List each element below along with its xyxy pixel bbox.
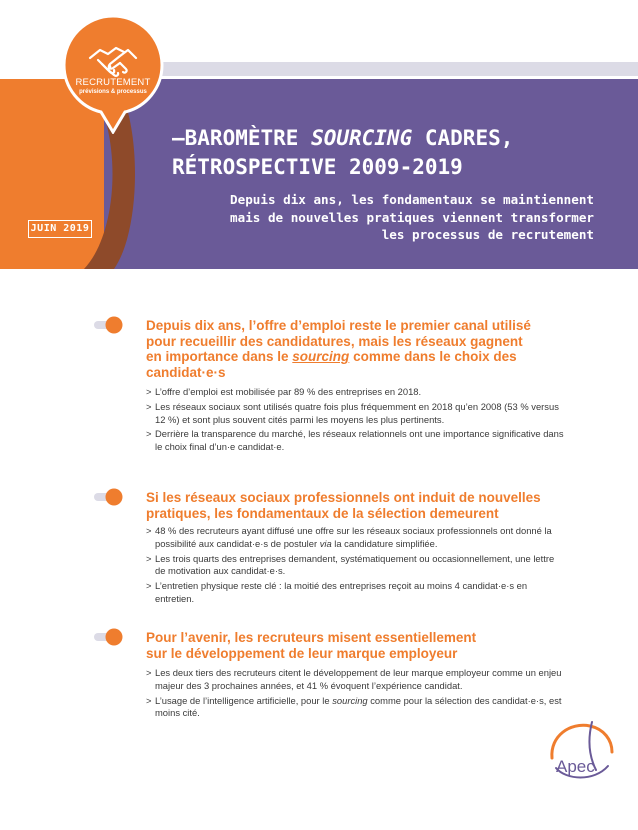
list-item [146,580,566,606]
category-badge [62,14,164,134]
section-bullet-icon [94,316,124,334]
title-line-2: RÉTROSPECTIVE 2009-2019 [172,155,463,179]
section-title-line: Depuis dix ans, l’offre d’emploi reste le premier canal utilisé [146,318,531,333]
title-prefix: –BAROMÈTRE [172,126,312,150]
badge-subtitle: prévisions & processus [79,89,147,95]
section-title-line: Si les réseaux sociaux professionnels ont induit de nouvelles [146,490,541,505]
list-marker: > [146,694,152,706]
title-italic: SOURCING [311,126,413,150]
list-item [146,695,566,721]
subtitle-line: les processus de recrutement [381,227,594,242]
section-list [146,667,566,722]
title-suffix: CADRES, [412,126,514,150]
section-title-line: pratiques, les fondamentaux de la sélection demeurent [146,505,499,521]
list-item-text: Les deux tiers des recruteurs citent le développement de leur marque employeur comme un enjeu majeur des 3 prochaines années, et 41 % évoquent l’expérience candidat. [155,667,562,691]
section-list [146,525,566,608]
section-list [146,386,566,456]
list-marker: > [146,400,152,412]
list-item-text: Les réseaux sociaux sont utilisés quatre fois plus fréquemment en 2018 qu’en 2008 (53 % versus 12 %) et sont plus souvent cités parmi les moyens les plus pertinents. [155,400,559,425]
list-item [146,428,566,454]
list-item [146,525,566,551]
list-item-text: L’entretien physique reste clé : la moitié des entreprises reçoit au moins 4 candidat·e·s en entretien. [155,580,528,604]
section-title-text: en importance dans le [146,349,293,365]
apec-logo-text: Apec [556,757,595,776]
date-badge: JUIN 2019 [28,220,92,238]
list-marker: > [146,428,152,440]
list-item-text: Les trois quarts des entreprises demandent, systématiquement ou occasionnellement, une lettre de motivation aux candidat·e·s. [155,552,555,577]
section-title [146,490,586,521]
list-marker: > [146,580,152,592]
list-marker: > [146,667,152,678]
section-title-line: candidat·e·s [146,364,226,380]
header-accent-strip [148,62,638,76]
list-item-text: L’offre d’emploi est mobilisée par 89 % des entreprises en 2018. [155,386,422,397]
section-title [146,630,586,661]
list-item [146,401,566,427]
section-title-italic: sourcing [292,349,350,365]
list-item-italic: sourcing [332,694,368,706]
section-title-line: Pour l’avenir, les recruteurs misent essentiellement [146,630,477,645]
list-item [146,667,566,693]
badge-title: RECRUTEMENT [75,77,151,88]
section-bullet-icon [94,628,124,646]
list-marker: > [146,525,152,536]
list-item [146,553,566,579]
subtitle-line: Depuis dix ans, les fondamentaux se maintiennent [230,192,594,207]
page-subtitle [168,191,594,244]
list-item-text: 48 % des recruteurs ayant diffusé une offre sur les réseaux sociaux professionnels ont donné la possibilité aux candidat·e·s de postuler [155,525,552,549]
list-item-italic: via [319,537,332,549]
page-title [172,124,622,182]
list-item-text: Derrière la transparence du marché, les réseaux relationnels ont une importance significative dans le choix final d’un·e candidat·e. [155,428,564,453]
subtitle-line: mais de nouvelles pratiques viennent transformer [230,209,594,225]
list-item-text: la candidature simplifiée. [331,537,438,549]
section-title [146,318,586,380]
list-marker: > [146,386,152,397]
section-title-text: comme dans le choix des [349,349,517,365]
list-item [146,386,566,399]
section-title-line: pour recueillir des candidatures, mais les réseaux gagnent [146,333,523,349]
section-bullet-icon [94,488,124,506]
section-title-line: sur le développement de leur marque employeur [146,645,458,661]
list-item-text: L’usage de l’intelligence artificielle, pour le [155,694,333,706]
list-item-text: comme pour la sélection des candidat·e·s, est moins cité. [155,694,562,719]
list-marker: > [146,552,152,564]
